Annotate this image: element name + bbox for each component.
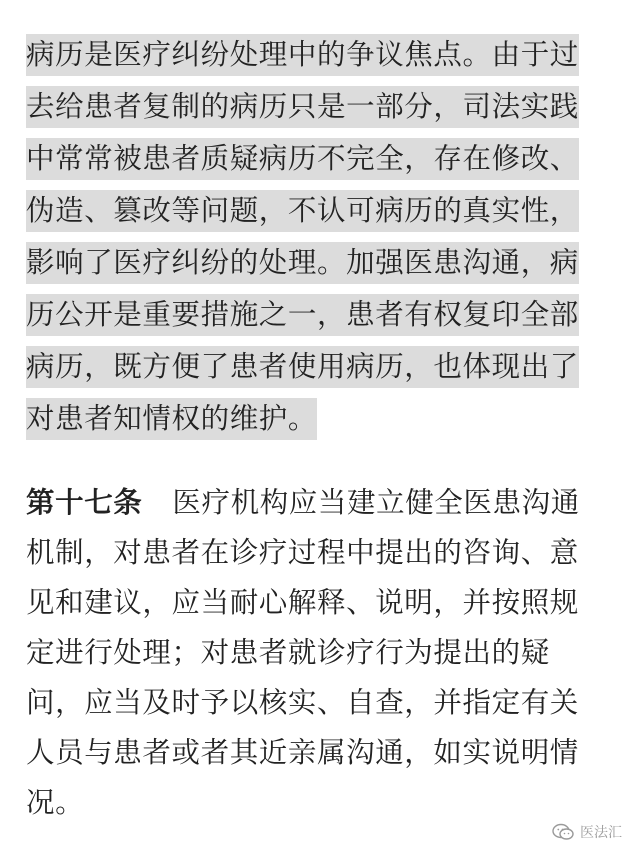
text-line: 见和建议，应当耐心解释、说明，并按照规 (26, 586, 579, 619)
text-line-rest: 医疗机构应当建立健全医患沟通 (172, 486, 580, 519)
text-line: 影响了医疗纠纷的处理。加强医患沟通，病 (26, 242, 579, 284)
text-line: 定进行处理；对患者就诊疗行为提出的疑 (26, 636, 550, 669)
text-line: 伪造、篡改等问题，不认可病历的真实性， (26, 190, 579, 232)
watermark-text: 医法汇 (580, 825, 622, 841)
text-line: 人员与患者或者其近亲属沟通，如实说明情 (26, 736, 579, 769)
text-line: 历公开是重要措施之一，患者有权复印全部 (26, 294, 579, 336)
text-line: 对患者知情权的维护。 (26, 398, 317, 440)
article-number: 第十七条 (26, 486, 143, 519)
wechat-icon (552, 823, 574, 841)
text-line: 病历是医疗纠纷处理中的争议焦点。由于过 (26, 34, 579, 76)
text-line: 况。 (26, 786, 85, 819)
watermark (552, 822, 622, 842)
text-line: 中常常被患者质疑病历不完全，存在修改、 (26, 138, 579, 180)
text-line (26, 482, 580, 524)
text-line: 病历，既方便了患者使用病历，也体现出了 (26, 346, 579, 388)
text-line: 机制，对患者在诊疗过程中提出的咨询、意 (26, 536, 579, 569)
text-line: 问，应当及时予以核实、自查，并指定有关 (26, 686, 579, 719)
text-line: 去给患者复制的病历只是一部分，司法实践 (26, 86, 579, 128)
